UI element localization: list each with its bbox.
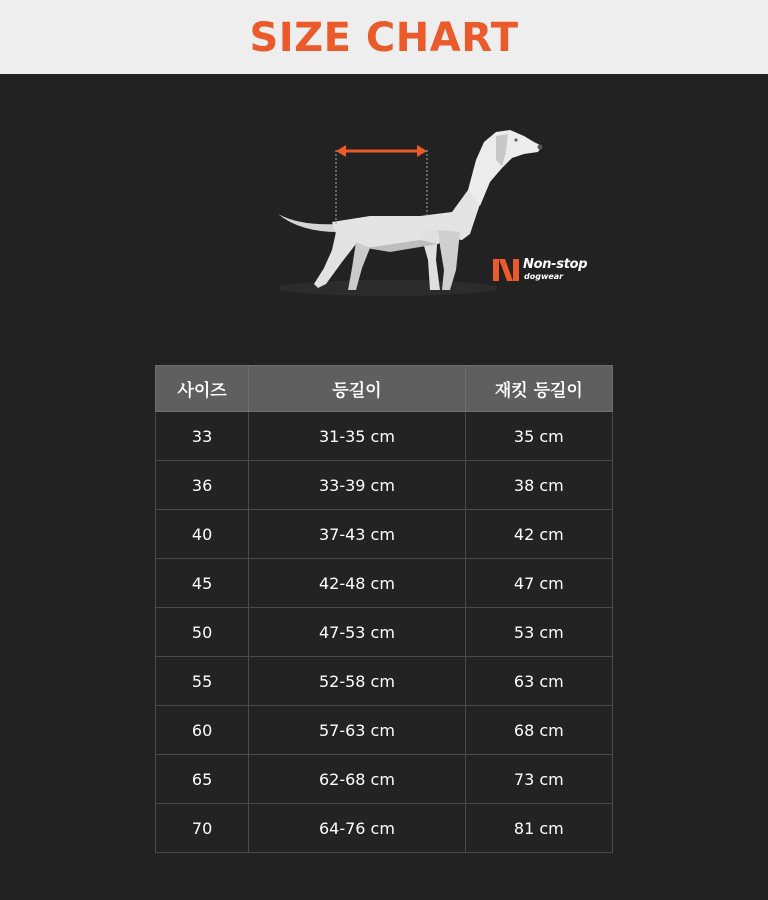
jacket-length-cell: 63 cm xyxy=(465,657,612,706)
back-length-cell: 64-76 cm xyxy=(249,804,465,853)
size-cell: 55 xyxy=(156,657,249,706)
size-cell: 36 xyxy=(156,461,249,510)
size-cell: 70 xyxy=(156,804,249,853)
size-cell: 45 xyxy=(156,559,249,608)
jacket-length-cell: 81 cm xyxy=(465,804,612,853)
jacket-length-cell: 68 cm xyxy=(465,706,612,755)
jacket-length-cell: 73 cm xyxy=(465,755,612,804)
size-table xyxy=(155,365,613,853)
size-cell: 65 xyxy=(156,755,249,804)
table-header-row xyxy=(156,366,613,412)
size-cell: 33 xyxy=(156,412,249,461)
main-content xyxy=(0,74,768,900)
brand-name: Non-stop xyxy=(523,257,588,272)
table-row xyxy=(156,510,613,559)
table-row xyxy=(156,461,613,510)
table-row xyxy=(156,755,613,804)
table-row xyxy=(156,608,613,657)
header-size: 사이즈 xyxy=(156,366,249,412)
back-length-cell: 33-39 cm xyxy=(249,461,465,510)
brand-subtitle: dogwear xyxy=(524,272,564,281)
back-length-cell: 62-68 cm xyxy=(249,755,465,804)
table-row xyxy=(156,657,613,706)
table-row xyxy=(156,559,613,608)
size-cell: 40 xyxy=(156,510,249,559)
brand-logo xyxy=(493,256,613,286)
header-bar xyxy=(0,0,768,74)
jacket-length-cell: 53 cm xyxy=(465,608,612,657)
brand-mark-icon xyxy=(493,256,519,284)
header-jacket-back-length: 재킷 등길이 xyxy=(465,366,612,412)
jacket-length-cell: 47 cm xyxy=(465,559,612,608)
back-length-cell: 47-53 cm xyxy=(249,608,465,657)
table-row xyxy=(156,706,613,755)
size-cell: 50 xyxy=(156,608,249,657)
jacket-length-cell: 38 cm xyxy=(465,461,612,510)
table-row xyxy=(156,412,613,461)
back-length-cell: 52-58 cm xyxy=(249,657,465,706)
back-length-cell: 42-48 cm xyxy=(249,559,465,608)
back-length-cell: 31-35 cm xyxy=(249,412,465,461)
size-cell: 60 xyxy=(156,706,249,755)
page-title: SIZE CHART xyxy=(249,15,519,61)
back-length-cell: 37-43 cm xyxy=(249,510,465,559)
jacket-length-cell: 35 cm xyxy=(465,412,612,461)
back-length-cell: 57-63 cm xyxy=(249,706,465,755)
header-back-length: 등길이 xyxy=(249,366,465,412)
jacket-length-cell: 42 cm xyxy=(465,510,612,559)
table-row xyxy=(156,804,613,853)
